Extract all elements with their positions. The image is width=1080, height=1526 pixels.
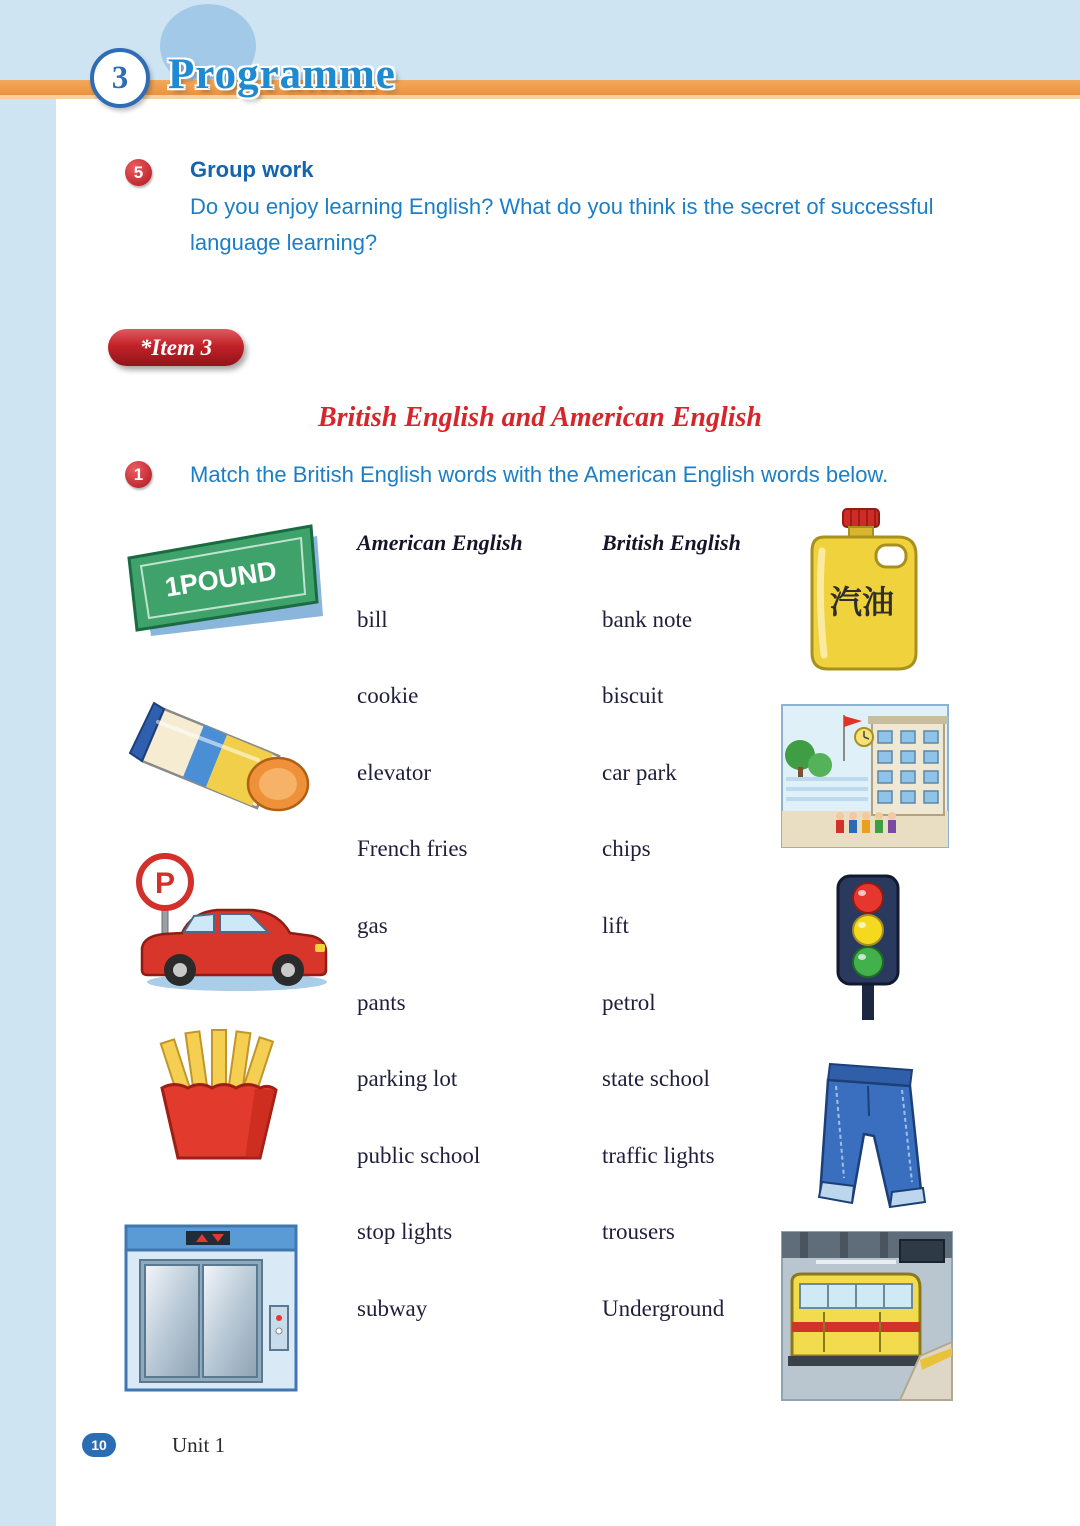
petrol-can-illustration <box>788 505 940 677</box>
british-word: car park <box>602 759 677 785</box>
american-word: pants <box>357 989 406 1015</box>
page-number-badge: 10 <box>82 1433 116 1457</box>
column-header-british: British English <box>602 530 741 555</box>
american-word: bill <box>357 606 388 632</box>
group-work-heading: Group work <box>190 157 314 182</box>
french-fries-illustration <box>128 1026 310 1164</box>
british-word: petrol <box>602 989 656 1015</box>
american-word: elevator <box>357 759 432 785</box>
match-row <box>357 1066 741 1143</box>
match-row <box>357 683 741 760</box>
british-word: bank note <box>602 606 693 632</box>
left-margin-strip <box>0 80 56 1526</box>
match-row <box>357 760 741 837</box>
parking-sign-letter: P <box>154 867 176 900</box>
pound-note-illustration <box>115 510 333 638</box>
match-row <box>357 913 741 990</box>
american-word: cookie <box>357 683 419 709</box>
british-word: biscuit <box>602 683 664 709</box>
british-word: chips <box>602 836 651 862</box>
instruction-text: Match the British English words with the American English words below. <box>190 462 889 487</box>
american-word: stop lights <box>357 1219 453 1245</box>
british-word: lift <box>602 912 629 938</box>
header-orange-bar <box>0 80 1080 99</box>
car-parking-illustration <box>112 848 337 996</box>
unit-label: Unit 1 <box>172 1433 226 1457</box>
traffic-light-illustration <box>816 872 920 1024</box>
match-row <box>357 1143 741 1220</box>
step-number-badge: 1 <box>125 461 152 488</box>
british-word: traffic lights <box>602 1142 715 1168</box>
british-word: Underground <box>602 1295 725 1321</box>
pound-note-label: 1POUND <box>162 555 279 603</box>
section-number-badge: 5 <box>125 159 152 186</box>
match-row <box>357 1296 741 1373</box>
page-title: Programme <box>168 51 396 98</box>
british-word: state school <box>602 1066 710 1092</box>
item-title: British English and American English <box>317 402 763 433</box>
match-row <box>357 990 741 1067</box>
american-word: public school <box>357 1142 481 1168</box>
match-table <box>357 530 741 1373</box>
american-word: parking lot <box>357 1066 458 1092</box>
trousers-illustration <box>804 1056 934 1224</box>
match-row <box>357 607 741 684</box>
unit-number-circle: 3 <box>90 48 150 108</box>
group-work-question: Do you enjoy learning English? What do you think is the secret of successful language learning? <box>190 194 934 255</box>
elevator-illustration <box>120 1220 308 1398</box>
biscuit-packet-illustration <box>118 690 333 822</box>
column-header-american: American English <box>357 530 523 555</box>
underground-train-illustration <box>780 1230 954 1402</box>
item-badge: *Item 3 <box>108 329 244 366</box>
british-word: trousers <box>602 1219 675 1245</box>
school-scene-illustration <box>780 703 950 849</box>
american-word: French fries <box>357 836 468 862</box>
petrol-can-label: 汽油 <box>829 584 895 620</box>
american-word: subway <box>357 1295 428 1321</box>
match-row <box>357 1219 741 1296</box>
match-header-row <box>357 530 741 607</box>
match-row <box>357 836 741 913</box>
american-word: gas <box>357 912 388 938</box>
